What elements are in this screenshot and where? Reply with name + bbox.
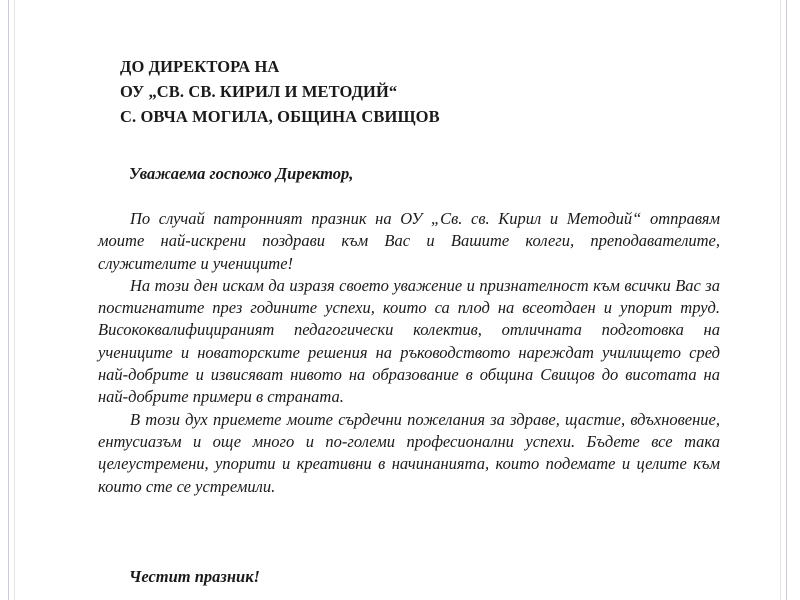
body-paragraph-2: На този ден искам да изразя своето уважение и признателност към всички Вас за постигнатите през годините успехи, които са плод на всеотдаен и упорит труд. Висококвалифицираният педагогически колектив, отличната подготовка на учениците и новаторските решения на ръководството нареждат училището сред най-добрите и извисяват нивото на образование в община Свищов до висотата на най-добрите примери в страната. (98, 275, 720, 407)
letter-body (98, 208, 720, 498)
frame-border-right-inner (780, 0, 781, 600)
addressee-line-2: ОУ „СВ. СВ. КИРИЛ И МЕТОДИЙ“ (120, 82, 398, 101)
frame-border-left (8, 0, 9, 600)
body-paragraph-3: В този дух приемете моите сърдечни пожелания за здраве, щастие, вдъхновение, ентусиазъм и още много и по-големи професионални успехи. Бъдете все така целеустремени, упорити и креативни в начинанията, които подемате и целите към които сте се устремили. (98, 409, 720, 496)
salutation: Уважаема госпожо Директор, (129, 164, 354, 183)
closing-line: Честит празник! (129, 567, 260, 586)
frame-border-left-inner (14, 0, 15, 600)
addressee-line-3: С. ОВЧА МОГИЛА, ОБЩИНА СВИЩОВ (120, 107, 440, 126)
frame-border-right (786, 0, 787, 600)
body-paragraph-1: По случай патронният празник на ОУ „Св. св. Кирил и Методий“ отправям моите най-искрени поздрави към Вас и Вашите колеги, преподавателите, служителите и учениците! (98, 209, 720, 273)
addressee-line-1: ДО ДИРЕКТОРА НА (120, 57, 280, 76)
addressee-block (120, 54, 760, 129)
